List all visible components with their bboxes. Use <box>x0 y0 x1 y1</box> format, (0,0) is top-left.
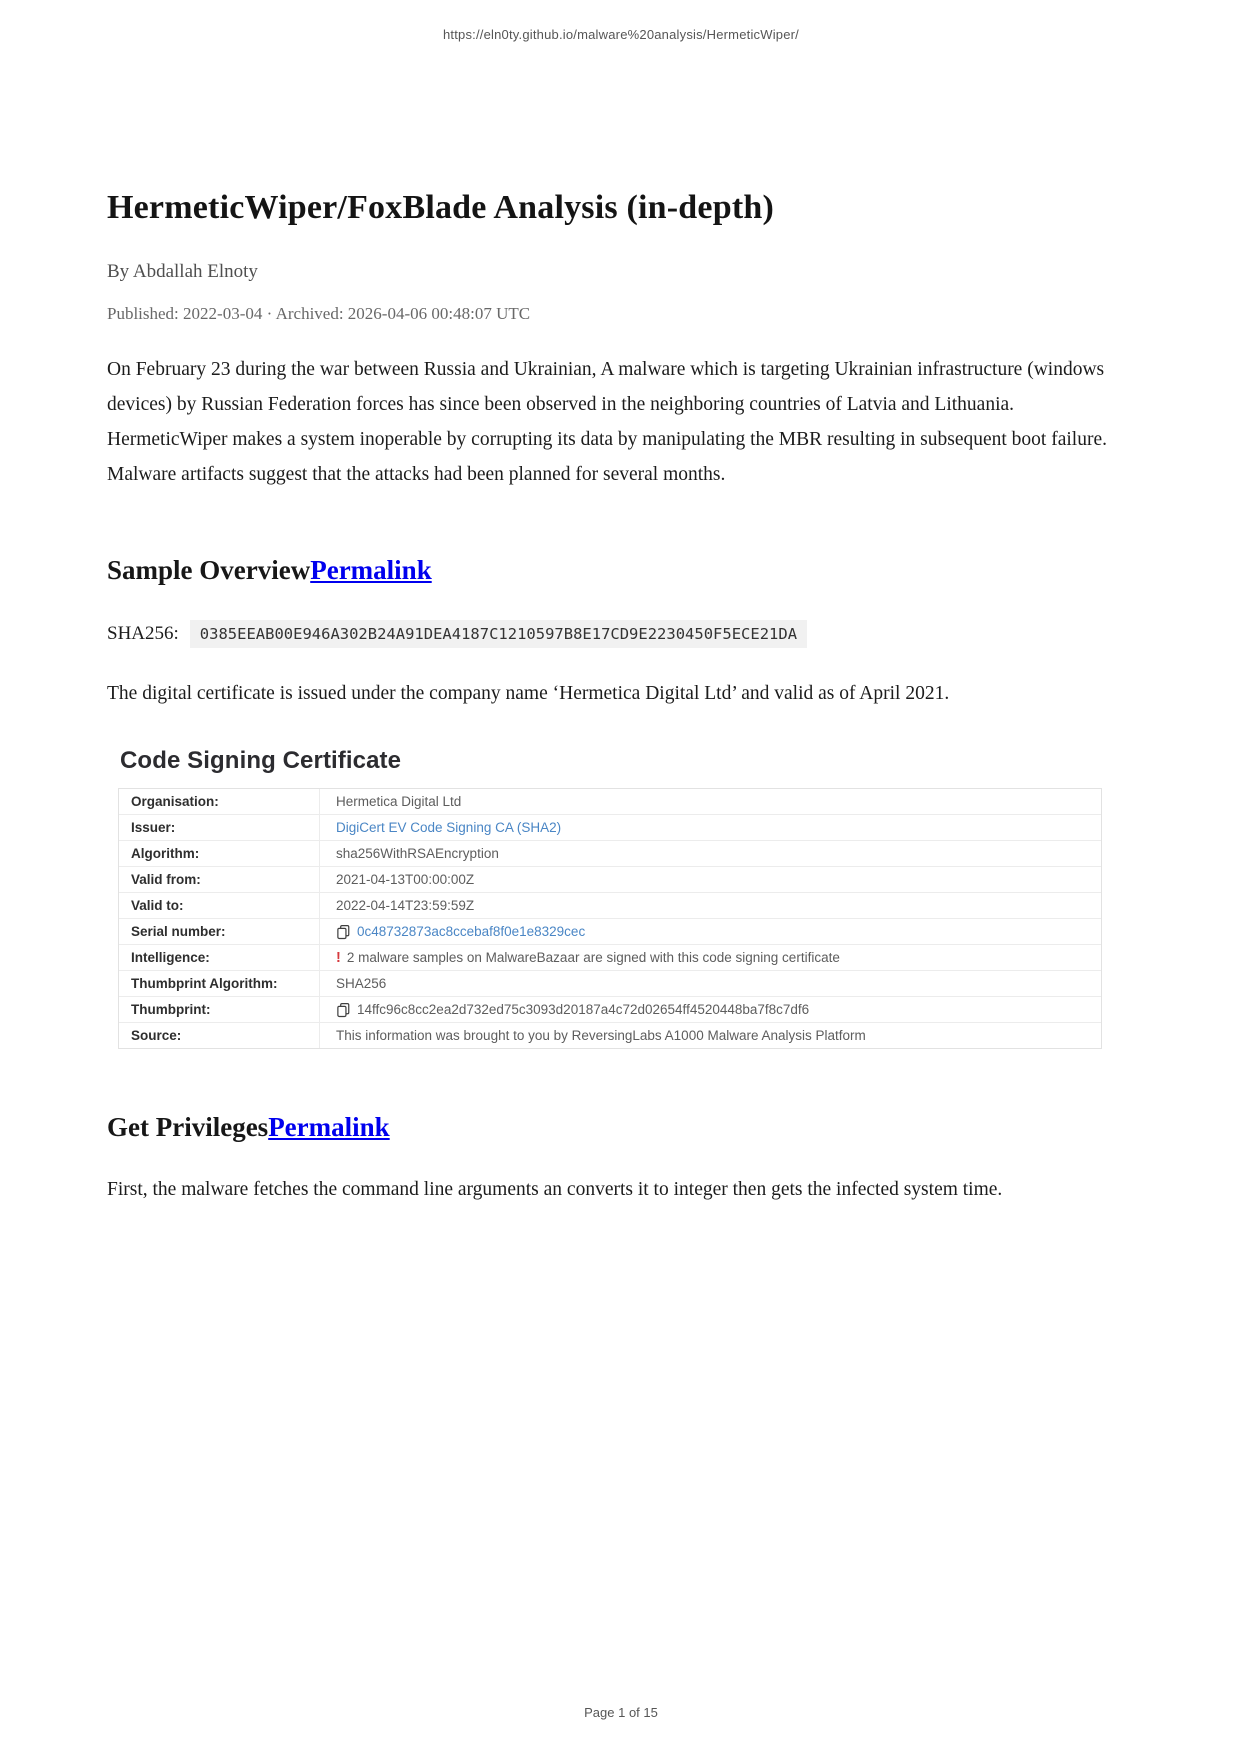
sha256-line <box>107 620 1135 648</box>
cert-row-value-text: SHA256 <box>336 976 387 992</box>
cert-row-value-text: 2021-04-13T00:00:00Z <box>336 872 475 888</box>
cert-row-value <box>320 971 1101 996</box>
cert-row-label: Algorithm: <box>119 841 320 866</box>
cert-row-value-text: sha256WithRSAEncryption <box>336 846 499 862</box>
cert-row-value <box>320 815 1101 840</box>
article-content <box>0 188 1242 1207</box>
cert-row-value-text: Hermetica Digital Ltd <box>336 794 462 810</box>
intro-paragraph: On February 23 during the war between Russia and Ukrainian, A malware which is targeting Ukrainian infrastructure (windows devices) by Russian Federation forces has since been observed in the neighboring countries of Latvia and Lithuania. HermeticWiper makes a system inoperable by corrupting its data by manipulating the MBR resulting in subsequent boot failure. Malware artifacts suggest that the attacks had been planned for several months. <box>107 359 1107 486</box>
copy-icon[interactable] <box>336 924 351 940</box>
copy-icon[interactable] <box>336 1002 351 1018</box>
cert-row-value-text: 2 malware samples on MalwareBazaar are signed with this code signing certificate <box>346 950 840 966</box>
print-url-header: https://eln0ty.github.io/malware%20analysis/HermeticWiper/ <box>442 27 799 42</box>
cert-row <box>119 997 1101 1023</box>
cert-row-value-text: 2022-04-14T23:59:59Z <box>336 898 475 914</box>
cert-row-label: Issuer: <box>119 815 320 840</box>
cert-row-value <box>320 919 1101 944</box>
section-heading-sample-overview <box>107 554 1135 586</box>
cert-row-label: Thumbprint: <box>119 997 320 1022</box>
alert-icon: ! <box>336 949 341 966</box>
cert-row-label: Serial number: <box>119 919 320 944</box>
cert-row-label: Organisation: <box>119 789 320 814</box>
cert-row <box>119 1023 1101 1048</box>
section-heading-text: Get Privileges <box>107 1112 269 1143</box>
cert-row-label: Valid from: <box>119 867 320 892</box>
cert-row-label: Thumbprint Algorithm: <box>119 971 320 996</box>
cert-row-value <box>320 997 1101 1022</box>
page-footer: Page 1 of 15 <box>584 1705 658 1720</box>
cert-row-label: Valid to: <box>119 893 320 918</box>
cert-row-label: Source: <box>119 1023 320 1048</box>
cert-row-value-text[interactable]: DigiCert EV Code Signing CA (SHA2) <box>336 820 562 836</box>
cert-row <box>119 893 1101 919</box>
cert-row-value <box>320 945 1101 970</box>
section-heading-get-privileges <box>107 1111 1135 1143</box>
permalink-link[interactable]: Permalink <box>268 1112 390 1143</box>
page-title: HermeticWiper/FoxBlade Analysis (in-depth) <box>107 189 774 226</box>
get-privileges-paragraph: First, the malware fetches the command line arguments an converts it to integer then gets the infected system time. <box>107 1178 1003 1200</box>
published-line: Published: 2022-03-04 · Archived: 2026-04-06 00:48:07 UTC <box>107 304 531 324</box>
cert-row <box>119 971 1101 997</box>
cert-row-value <box>320 841 1101 866</box>
certificate-note: The digital certificate is issued under the company name ‘Hermetica Digital Ltd’ and valid as of April 2021. <box>107 683 950 705</box>
byline: By Abdallah Elnoty <box>107 261 258 283</box>
cert-row-label: Intelligence: <box>119 945 320 970</box>
cert-row-value-text[interactable]: 0c48732873ac8ccebaf8f0e1e8329cec <box>357 924 586 940</box>
cert-row-value <box>320 1023 1101 1048</box>
cert-row-value-text: This information was brought to you by ReversingLabs A1000 Malware Analysis Platform <box>336 1028 866 1044</box>
cert-row-value-text: 14ffc96c8cc2ea2d732ed75c3093d20187a4c72d02654ff4520448ba7f8c7df6 <box>357 1002 810 1018</box>
cert-row <box>119 919 1101 945</box>
cert-row-value <box>320 789 1101 814</box>
section-heading-text: Sample Overview <box>107 555 311 586</box>
cert-row <box>119 841 1101 867</box>
cert-table <box>118 788 1102 1049</box>
cert-row <box>119 815 1101 841</box>
cert-panel-title: Code Signing Certificate <box>120 747 402 775</box>
cert-row <box>119 789 1101 815</box>
code-signing-certificate-panel <box>118 747 1135 1049</box>
sha256-label: SHA256: <box>107 623 179 645</box>
cert-row-value <box>320 867 1101 892</box>
sha256-value: 0385EEAB00E946A302B24A91DEA4187C1210597B8E17CD9E2230450F5ECE21DA <box>190 620 807 648</box>
cert-row <box>119 867 1101 893</box>
permalink-link[interactable]: Permalink <box>310 555 432 586</box>
cert-row-value <box>320 893 1101 918</box>
cert-row <box>119 945 1101 971</box>
